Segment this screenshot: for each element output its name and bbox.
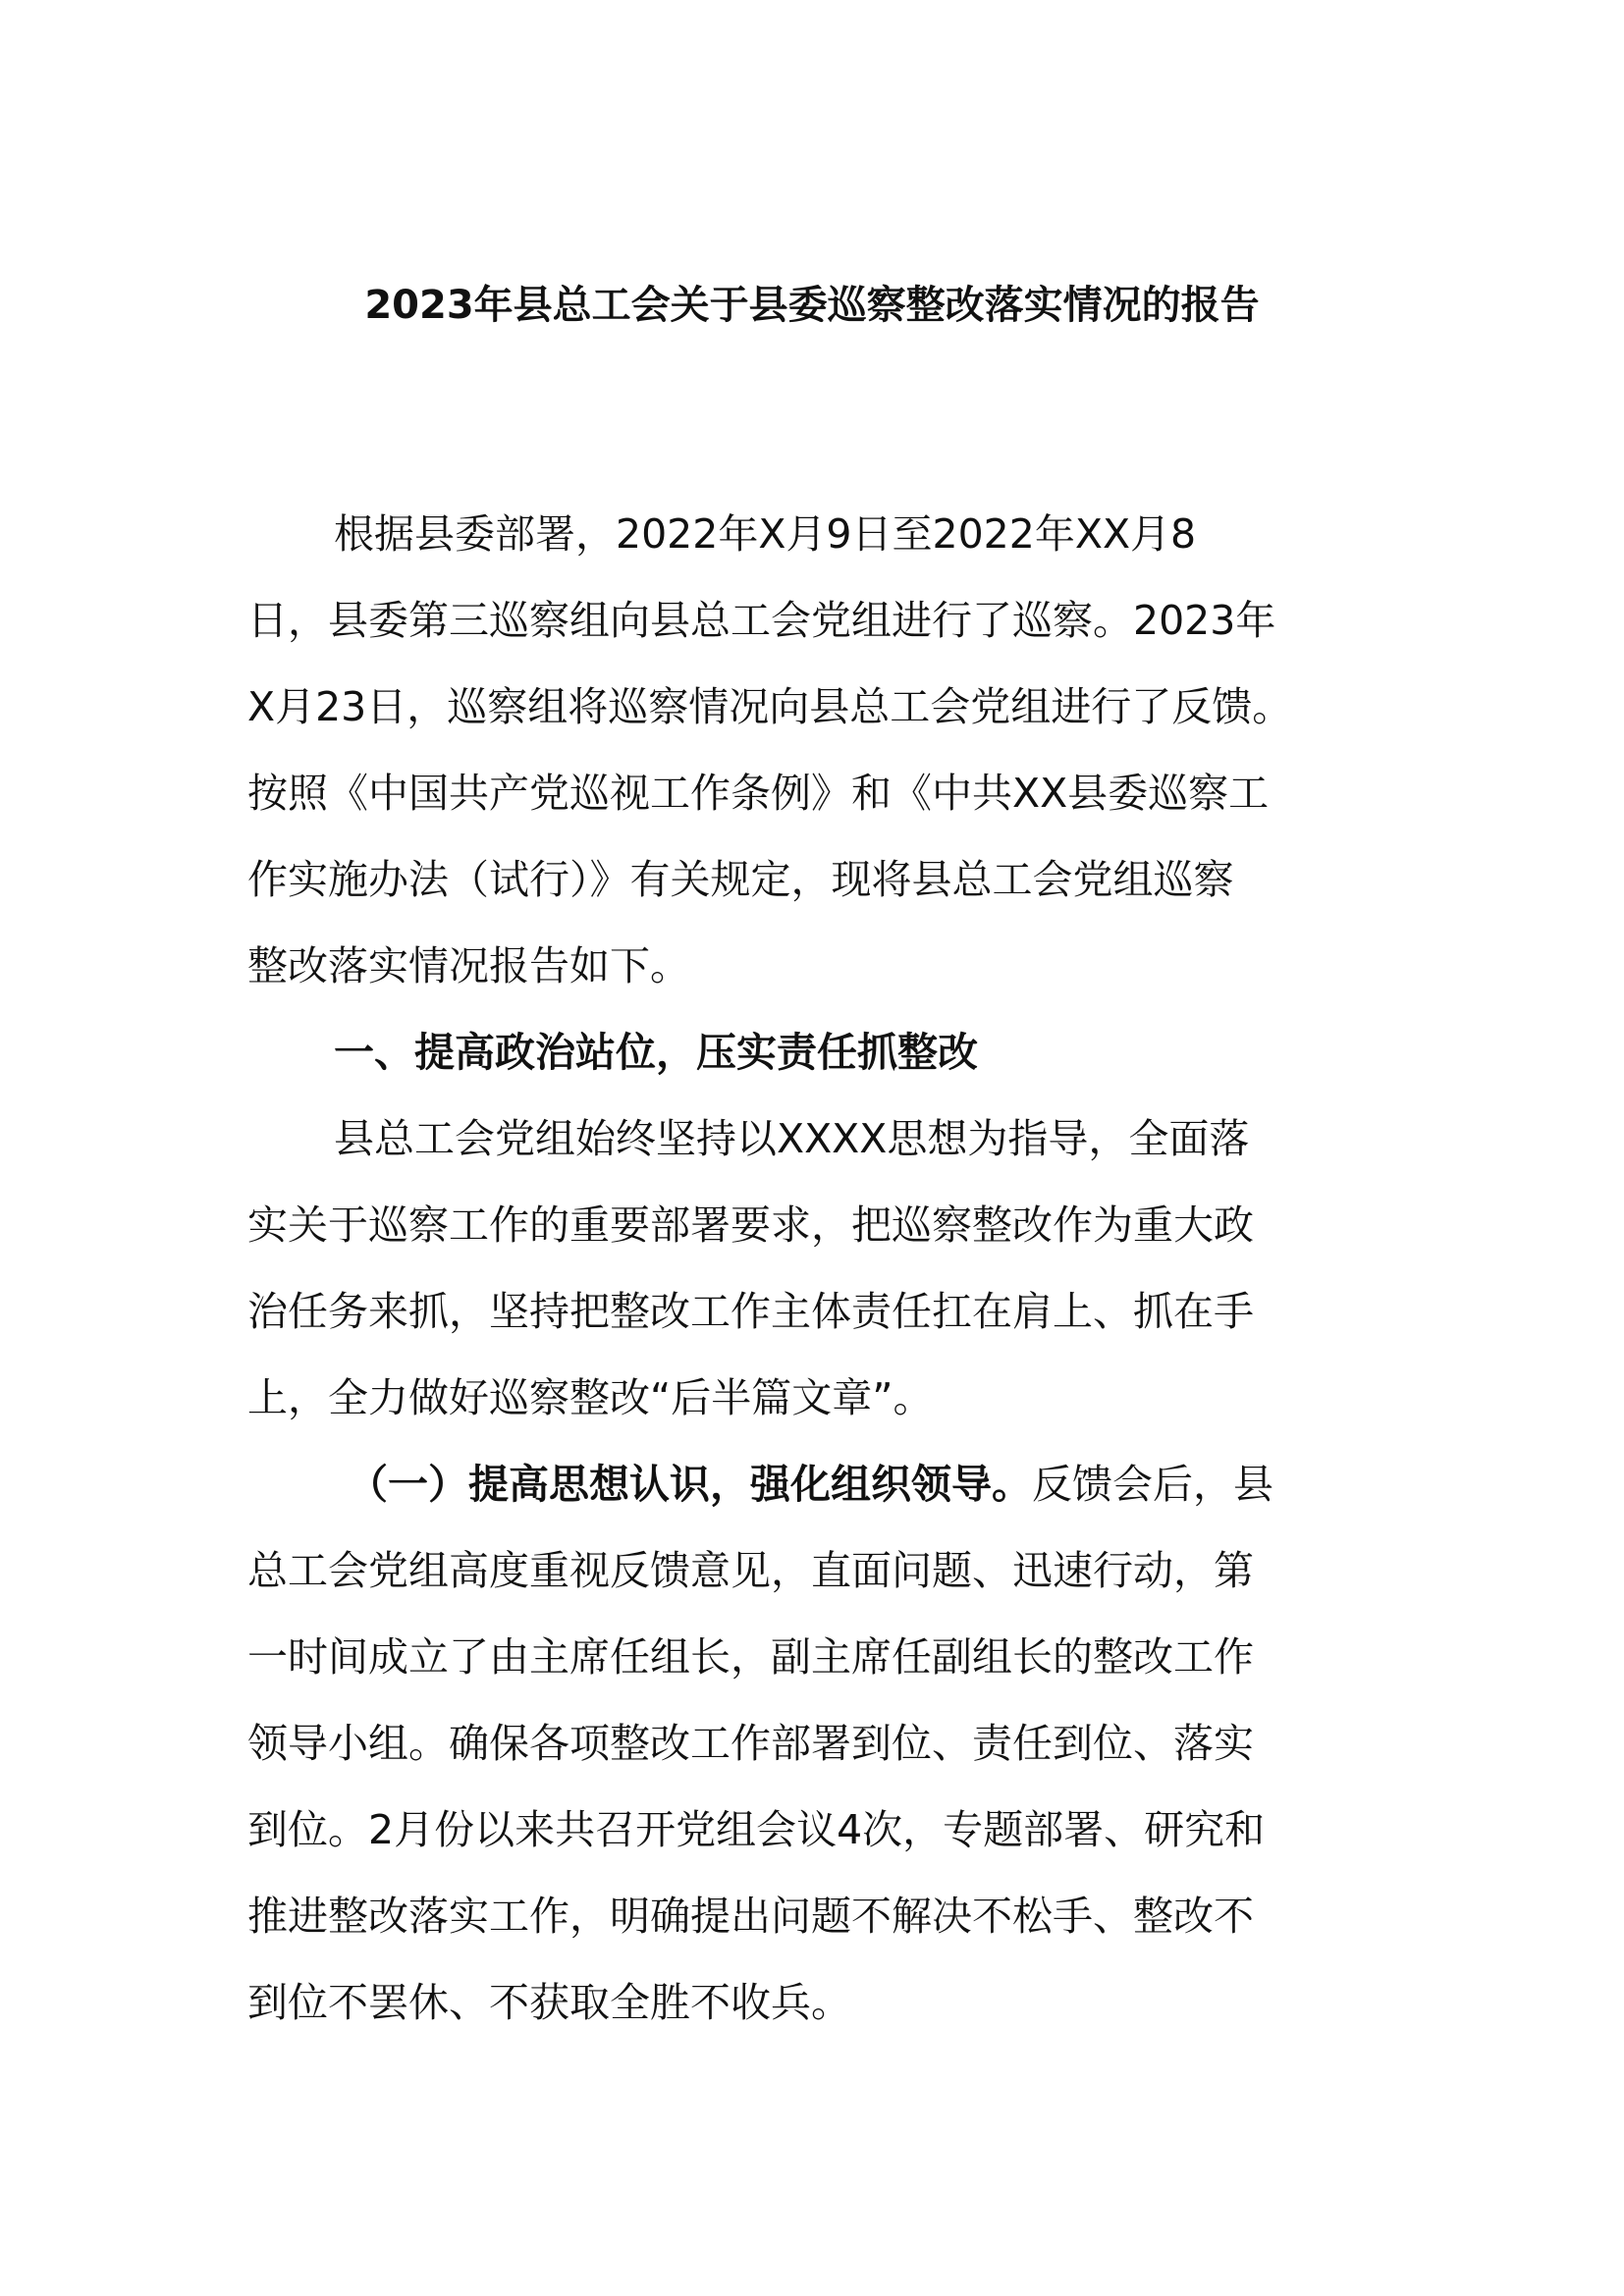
paragraph-1-line-3: X月23日，巡察组将巡察情况向县总工会党组进行了反馈。: [247, 683, 1293, 730]
paragraph-3-line-2: 总工会党组高度重视反馈意见，直面问题、迅速行动，第: [247, 1547, 1254, 1594]
paragraph-3-line-5: 到位。2月份以来共召开党组会议4次，专题部署、研究和: [247, 1806, 1266, 1853]
paragraph-3-first-line-rest: 反馈会后，县: [1032, 1461, 1273, 1508]
paragraph-1-line-6: 整改落实情况报告如下。: [247, 942, 690, 989]
paragraph-1-line-4: 按照《中国共产党巡视工作条例》和《中共XX县委巡察工: [247, 770, 1270, 817]
paragraph-3-line-1: [247, 1441, 1386, 1527]
paragraph-2-line-1: 县总工会党组始终坚持以XXXX思想为指导，全面落: [334, 1115, 1250, 1162]
paragraph-3-line-6: 推进整改落实工作，明确提出问题不解决不松手、整改不: [247, 1893, 1254, 1940]
paragraph-3-line-3: 一时间成立了由主席任组长，副主席任副组长的整改工作: [247, 1633, 1254, 1681]
section-heading-1: 一、提高政治站位，压实责任抓整改: [334, 1029, 978, 1076]
paragraph-2-line-2: 实关于巡察工作的重要部署要求，把巡察整改作为重大政: [247, 1201, 1254, 1249]
paragraph-3-line-4: 领导小组。确保各项整改工作部署到位、责任到位、落实: [247, 1720, 1254, 1767]
paragraph-1-line-5: 作实施办法（试行）》有关规定，现将县总工会党组巡察: [247, 856, 1234, 903]
paragraph-2-line-4: 上，全力做好巡察整改“后半篇文章”。: [247, 1374, 934, 1421]
paragraph-3-line-7: 到位不罢休、不获取全胜不收兵。: [247, 1979, 851, 2026]
paragraph-1-line-1: 根据县委部署，2022年X月9日至2022年XX月8: [334, 510, 1197, 558]
paragraph-1-line-2: 日，县委第三巡察组向县总工会党组进行了巡察。2023年: [247, 597, 1276, 644]
document-title: 2023年县总工会关于县委巡察整改落实情况的报告: [364, 283, 1260, 328]
subheading-1: （一）提高思想认识，强化组织领导。: [348, 1461, 1032, 1508]
document-body: [247, 491, 1386, 2046]
paragraph-2-line-3: 治任务来抓，坚持把整改工作主体责任扛在肩上、抓在手: [247, 1288, 1254, 1335]
